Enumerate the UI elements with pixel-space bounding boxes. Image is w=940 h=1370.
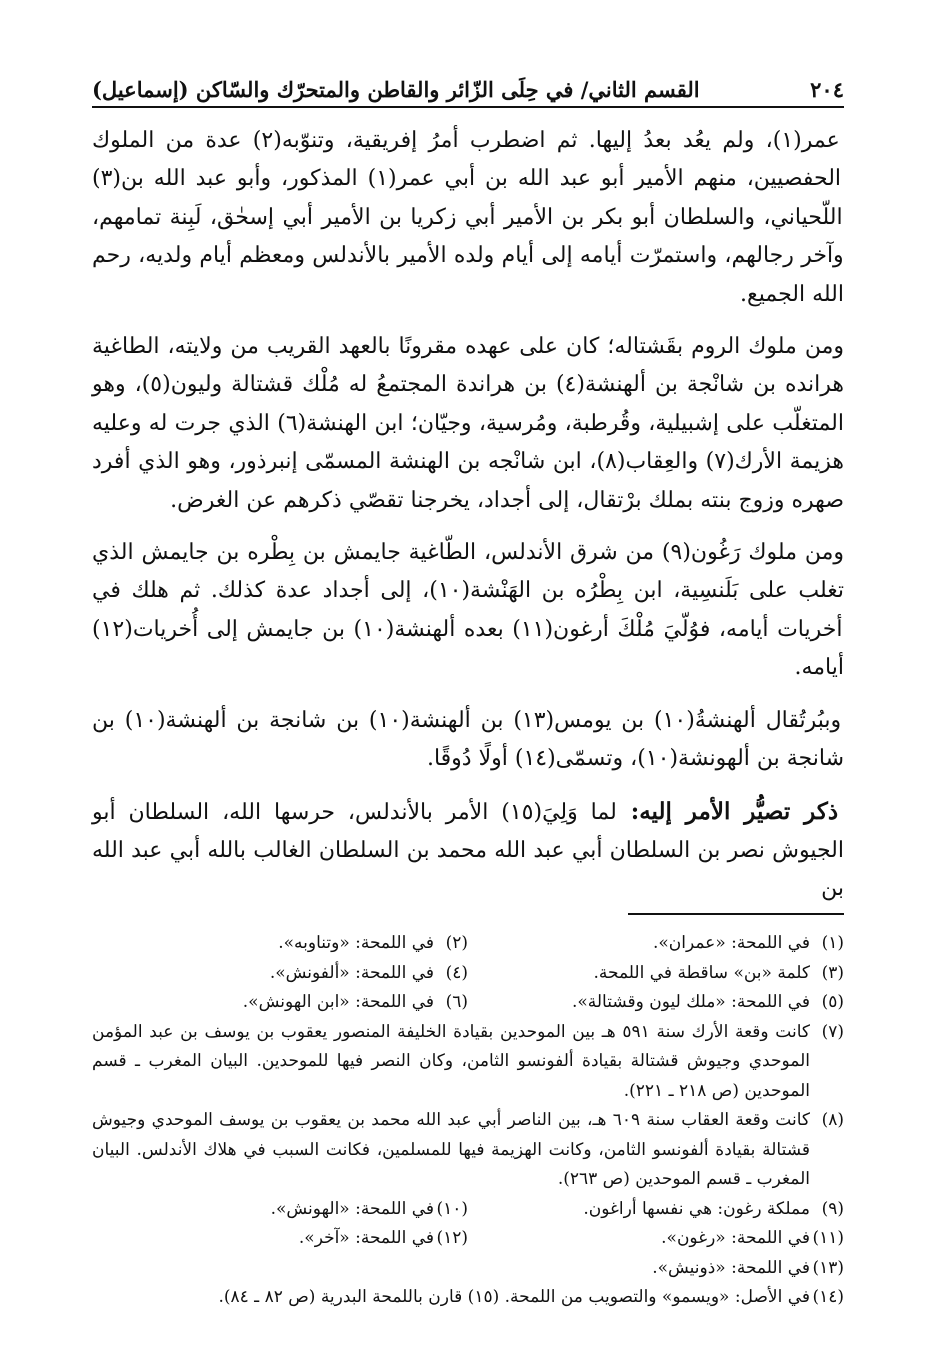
- footnote: [92, 1106, 844, 1195]
- footnote-text: مملكة رغون: هي نفسها أراغون.: [583, 1198, 810, 1219]
- footnote-text: في اللمحة: «آخر».: [298, 1228, 434, 1248]
- text-line: الحفصيين، منهم الأمير أبو عبد الله بن أبي عمر(١) المذكور، وأبو عبد الله بن(٣): [92, 166, 842, 192]
- footnote-text: في اللمحة: «الهونش».: [270, 1198, 434, 1219]
- footnote-row: [92, 1195, 844, 1225]
- footnote-number: (٤): [445, 962, 468, 983]
- footnote-text: كانت وقعة العقاب سنة ٦٠٩ هـ، بين الناصر أبي عبد الله محمد بن يعقوب بن يوسف الموحدي وجيوش قشتالة بقيادة ألفونسو الثامن، وكانت الهزيمة فيها للمسلمين، فكانت السبب في هلاك الأندلس. البيان المغرب ـ قسم الموحدين (ص ٢٦٣).: [92, 1110, 810, 1189]
- text-line: وهو المتغلّب على إشبيلية، وقُرطبة، ومُرسية، وجيّان؛ ابن الهنشة(٦) الذي جرت له: [92, 372, 844, 436]
- running-title: القسم الثاني/ في حِلَى الزّائر والقاطن والمتحرّك والسّاكن (إسماعيل): [92, 77, 700, 102]
- footnote-text: في اللمحة: «ألفونش».: [269, 962, 434, 983]
- paragraph: [92, 328, 844, 520]
- paragraph: [92, 702, 844, 779]
- text-line: عمر(١)، ولم يعُد بعدُ إليها. ثم اضطرب أمرُ إفريقية، وتنوّبه(٢) عدة من الملوك: [92, 128, 840, 153]
- paragraph: [92, 122, 844, 314]
- footnote: [468, 929, 844, 959]
- text-line: اللّحياني، والسلطان أبو بكر بن الأمير أبي زكريا بن الأمير أبي إسحٰق، لَبِنة تمامهم،: [92, 204, 843, 230]
- paragraph: [92, 793, 844, 909]
- footnote-text: في اللمحة: «ذونيش».: [652, 1257, 810, 1278]
- body-text: [92, 122, 844, 909]
- text-line: ومن ملوك الروم بقَشتاله؛ كان على عهده مقرونًا بالعهد القريب من ولايته،: [159, 334, 844, 360]
- footnote: [468, 988, 844, 1018]
- text-line: ومن ملوك رَغُون(٩) من شرق الأندلس، الطّاغية جايمش بن بِطْره بن جايمش: [133, 540, 844, 566]
- text-line: أيامه.: [794, 655, 844, 681]
- text-line: وببُرتُقال ألهنشةُ(١٠) بن يومس(١٣) بن ألهنشة(١٠) بن شانجة بن ألهنشة(١٠) بن: [92, 707, 842, 733]
- text-line: أفرد صهره وزوج بنته بملك برْتقال، إلى أجداد، يخرجنا تقصّي ذكرهم عن الغرض.: [92, 449, 844, 513]
- footnote: [92, 1195, 468, 1225]
- section-heading: ذكر تصيُّر الأمر إليه:: [616, 797, 839, 825]
- footnote-row: [92, 1224, 844, 1254]
- footnote-number: (١٢): [436, 1228, 468, 1248]
- footnote-number: (٣): [821, 962, 844, 983]
- footnote: [92, 929, 468, 959]
- running-head: [92, 58, 844, 102]
- text-line: وعليه هزيمة الأرك(٧) والعِقاب(٨)، ابن شانْجه بن الهنشة المسمّى إنبرذور، وهو الذي: [92, 410, 845, 475]
- footnote-number: (١٠): [436, 1198, 468, 1219]
- footnote-number: (٧): [821, 1021, 844, 1042]
- footnote: [468, 1224, 844, 1254]
- footnote-number: (٩): [821, 1198, 844, 1219]
- text-line: لما وَلِيَ(١٥) الأمر بالأندلس، حرسها الله، السلطان أبو: [92, 799, 617, 825]
- footnote: [92, 1018, 844, 1107]
- footnotes: [92, 929, 844, 1313]
- footnote-number: (١١): [812, 1228, 844, 1248]
- footnote-number: (١٤): [812, 1287, 844, 1307]
- footnote: [92, 1224, 468, 1254]
- footnote: [92, 988, 468, 1018]
- footnote-number: (٢): [445, 933, 468, 953]
- paragraph: [92, 534, 844, 688]
- footnote: [92, 1283, 844, 1313]
- footnote-text: كلمة «بن» ساقطة في اللمحة.: [593, 962, 810, 983]
- footnote-number: (١): [821, 933, 844, 953]
- footnote: [92, 959, 468, 989]
- text-line: في أخريات أيامه، فوُلّيَ مُلْكَ أرغون(١١) بعده ألهنشة(١٠) بن جايمش إلى أُخريات(١٢): [92, 578, 843, 642]
- footnote: [468, 1195, 844, 1225]
- text-line: شانجة بن ألهونشة(١٠)، وتسمّى(١٤) أولًا دُوقًا.: [426, 746, 844, 772]
- footnote-number: (٦): [445, 992, 468, 1012]
- footnote-text: في الأصل: «ويسمو» والتصويب من اللمحة. (١٥) قارن باللمحة البدرية (ص ٨٢ ـ ٨٤).: [218, 1287, 810, 1307]
- footnote-rule: [628, 913, 844, 915]
- footnote-number: (٨): [821, 1110, 844, 1130]
- footnote-number: (١٣): [812, 1257, 844, 1278]
- text-line: الذي تغلب على بَلَنسِية، ابن بِطْرُه بن الهَنْشة(١٠)، إلى أجداد عدة كذلك. ثم هلك: [92, 540, 844, 604]
- text-line: الجيوش نصر بن السلطان أبي عبد الله محمد بن السلطان الغالب بالله أبي عبد الله بن: [92, 837, 844, 902]
- footnote-row: [92, 929, 844, 959]
- footnote-text: كانت وقعة الأرك سنة ٥٩١ هـ بين الموحدين بقيادة الخليفة المنصور يعقوب بن يوسف بن عبد المؤمن الموحدي وجيوش قشتالة بقيادة ألفونسو الثامن، وكان النصر فيها للموحدين. البيان المغرب ـ قسم الموحدين (ص ٢١٨ ـ ٢٢١).: [92, 1021, 811, 1101]
- footnote-text: في اللمحة: «رغون».: [661, 1228, 810, 1248]
- footnote: [468, 959, 844, 989]
- footnote-text: في اللمحة: «ابن الهونش».: [242, 992, 434, 1012]
- footnote-row: [92, 988, 844, 1018]
- page-number: ٢٠٤: [810, 77, 844, 102]
- footnote-number: (٥): [821, 992, 844, 1012]
- footnote-text: في اللمحة: «عمران».: [652, 933, 810, 953]
- footnote: [92, 1254, 844, 1284]
- footnote-text: في اللمحة: «ملك ليون وقشتالة».: [571, 992, 810, 1012]
- footnote-text: في اللمحة: «وتناوبه».: [278, 933, 434, 953]
- header-rule: [92, 106, 844, 108]
- text-line: الله الجميع.: [740, 281, 844, 307]
- text-line: الطاغية هرانده بن شانْجة بن ألهنشة(٤) بن هراندة المجتمعُ له مُلْك قشتالة وليون(٥)،: [92, 334, 844, 398]
- footnote-row: [92, 959, 844, 989]
- text-line: وآخر رجالهم، واستمرّت أيامه إلى أيام ولده الأمير بالأندلس ومعظم أيام ولديه، رحم: [92, 243, 844, 269]
